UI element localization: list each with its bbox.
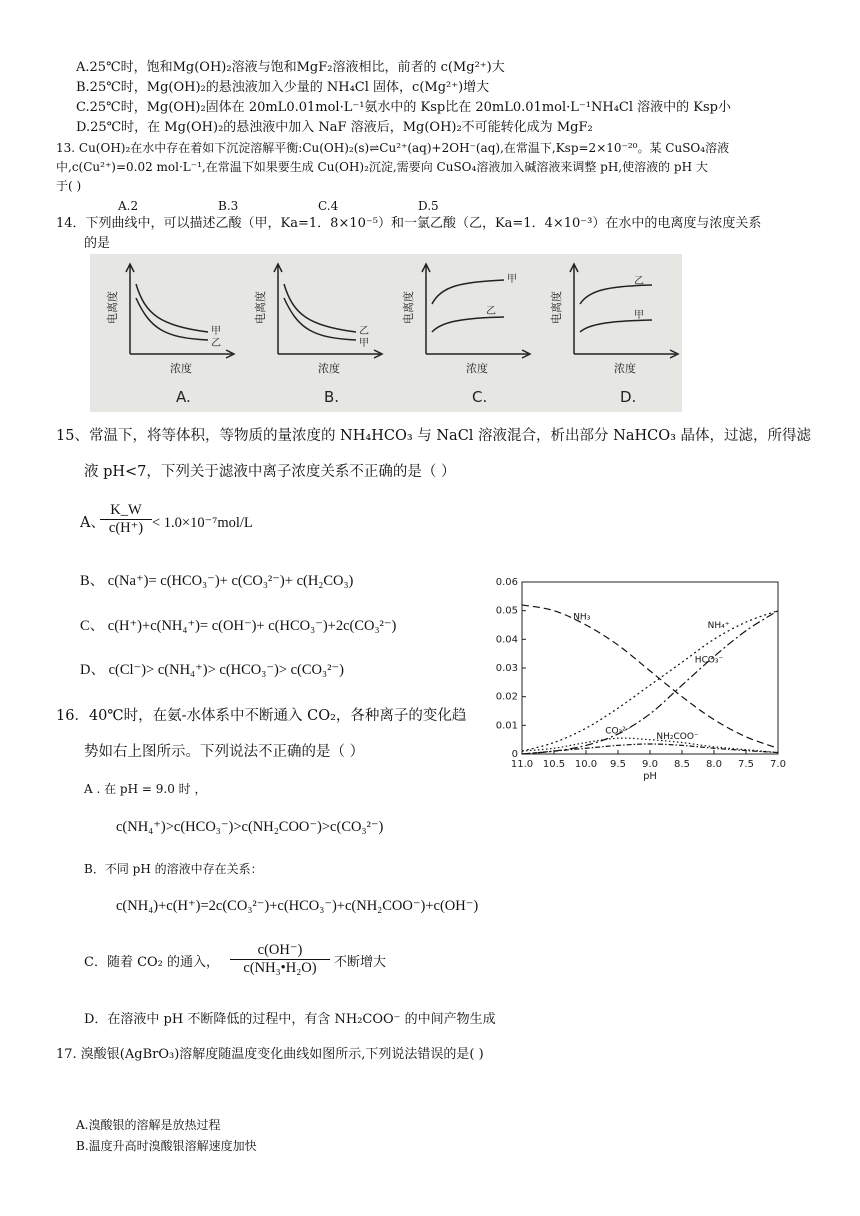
- x-axis-label: pH: [643, 771, 657, 782]
- panel-c-jia: 甲: [507, 274, 517, 285]
- panel-d-xlabel: 浓度: [614, 362, 636, 375]
- q15-option-b: B、 c(Na⁺)= c(HCO₃⁻)+ c(CO₃²⁻)+ c(H₂CO₃): [80, 573, 354, 589]
- y-tick-label: 0: [511, 749, 518, 760]
- q15-option-a-rest: < 1.0×10⁻⁷mol/L: [152, 515, 253, 531]
- y-tick-label: 0.02: [495, 691, 518, 703]
- q16-option-d: D．在溶液中 pH 不断降低的过程中，有含 NH₂COO⁻ 的中间产物生成: [84, 1012, 496, 1027]
- x-tick-label: 7.0: [770, 759, 786, 770]
- q16-option-c-label: C．随着 CO₂ 的通入，: [84, 955, 220, 970]
- panel-a-ylabel: 电离度: [106, 291, 119, 324]
- q15-a-denominator: c(H⁺): [108, 520, 144, 536]
- series-label: NH₂COO⁻: [656, 732, 699, 743]
- panel-d-yi: 乙: [634, 276, 644, 287]
- q13-line2: 中,c(Cu²⁺)=0.02 mol·L⁻¹,在常温下如果要生成 Cu(OH)₂沉淀,需要向 CuSO₄溶液加入碱溶液来调整 pH,使溶液的 pH 大: [56, 160, 708, 174]
- panel-a: [90, 254, 238, 412]
- panel-d-jia: 甲: [634, 310, 644, 321]
- q13-line3: 于( ): [56, 179, 82, 193]
- q13-option-d: D.5: [418, 199, 439, 213]
- q13-option-a: A.2: [118, 199, 139, 213]
- panel-c: [386, 254, 534, 412]
- q16-option-a-head: A . 在 pH = 9.0 时 ，: [84, 782, 207, 796]
- panel-c-xlabel: 浓度: [466, 362, 488, 375]
- series-label: NH₃: [573, 612, 591, 623]
- panel-d: [534, 254, 682, 412]
- q15-option-a-label: A、: [80, 515, 105, 531]
- q12-option-a: A.25℃时，饱和Mg(OH)₂溶液与饱和MgF₂溶液相比，前者的 c(Mg²⁺)大: [76, 60, 505, 75]
- q16-option-c-rest: 不断增大: [334, 955, 387, 970]
- series-line: [522, 611, 778, 754]
- q15-a-numerator: K_W: [100, 502, 152, 520]
- panel-d-label: D.: [620, 388, 637, 406]
- panel-a-jia: 甲: [211, 326, 221, 337]
- series-label: NH₄⁺: [707, 620, 730, 631]
- x-tick-label: 9.0: [642, 759, 658, 770]
- panel-b-ylabel: 电离度: [254, 291, 267, 324]
- panel-a-label: A.: [176, 388, 191, 406]
- q17-option-b: B.温度升高时溴酸银溶解速度加快: [76, 1139, 257, 1153]
- panel-a-yi: 乙: [211, 338, 221, 349]
- q16-c-denominator: c(NH₃•H₂O): [243, 960, 317, 976]
- series-line: [522, 605, 778, 748]
- y-tick-label: 0.03: [495, 663, 518, 674]
- q16-option-b-head: B．不同 pH 的溶液中存在关系：: [84, 862, 263, 876]
- y-tick-label: 0.01: [495, 720, 518, 732]
- panel-b-yi: 乙: [359, 326, 369, 337]
- panel-b-xlabel: 浓度: [318, 362, 340, 375]
- panel-b-label: B.: [324, 388, 340, 406]
- q16-c-numerator: c(OH⁻): [230, 942, 330, 960]
- panel-a-xlabel: 浓度: [170, 362, 192, 375]
- q15-option-c: C、 c(H⁺)+c(NH₄⁺)= c(OH⁻)+ c(HCO₃⁻)+2c(CO₃²⁻): [80, 618, 397, 634]
- x-tick-label: 11.0: [510, 759, 534, 770]
- x-tick-label: 7.5: [738, 759, 754, 770]
- q13-option-b: B.3: [218, 199, 239, 213]
- q13-line1: 13. Cu(OH)₂在水中存在着如下沉淀溶解平衡:Cu(OH)₂(s)⇌Cu²⁺(aq)+2OH⁻(aq),在常温下,Ksp=2×10⁻²⁰。某 CuSO₄溶液: [56, 141, 730, 155]
- q16-line1: 16．40℃时，在氨-水体系中不断通入 CO₂，各种离子的变化趋: [56, 708, 467, 724]
- panel-b: [238, 254, 386, 412]
- q12-option-d: D.25℃时，在 Mg(OH)₂的悬浊液中加入 NaF 溶液后，Mg(OH)₂不可能转化成为 MgF₂: [76, 120, 593, 135]
- x-tick-label: 10.5: [542, 759, 566, 770]
- series-label: HCO₃⁻: [694, 655, 724, 666]
- species-distribution-chart: [490, 572, 790, 812]
- q15-line2: 液 pH<7，下列关于滤液中离子浓度关系不正确的是（ ）: [84, 464, 456, 480]
- x-tick-label: 8.5: [674, 759, 690, 770]
- panel-c-label: C.: [472, 388, 488, 406]
- panel-c-yi: 乙: [486, 306, 496, 317]
- q12-option-c: C.25℃时，Mg(OH)₂固体在 20mL0.01mol·L⁻¹氨水中的 Ksp比在 20mL0.01mol·L⁻¹NH₄Cl 溶液中的 Ksp小: [76, 100, 731, 115]
- q16-option-b-expr: c(NH₄)+c(H⁺)=2c(CO₃²⁻)+c(HCO₃⁻)+c(NH₂COO⁻)+c(OH⁻): [116, 898, 479, 914]
- q16-line2: 势如右上图所示。下列说法不正确的是（ ）: [84, 744, 365, 760]
- q14-line1: 14．下列曲线中，可以描述乙酸（甲，Ka=1．8×10⁻⁵）和一氯乙酸（乙，Ka=1．4×10⁻³）在水中的电离度与浓度关系: [56, 216, 762, 231]
- q17-line1: 17. 溴酸银(AgBrO₃)溶解度随温度变化曲线如图所示,下列说法错误的是( ): [56, 1047, 484, 1062]
- q17-option-a: A.溴酸银的溶解是放热过程: [76, 1118, 221, 1132]
- series-line: [522, 611, 778, 751]
- y-tick-label: 0.06: [495, 577, 518, 588]
- q16-option-c-fraction: [230, 942, 330, 977]
- q15-option-a-fraction: [100, 502, 152, 537]
- y-tick-label: 0.05: [495, 605, 518, 617]
- x-tick-label: 8.0: [706, 759, 722, 770]
- x-tick-label: 10.0: [574, 759, 598, 770]
- q15-line1: 15、常温下，将等体积，等物质的量浓度的 NH₄HCO₃ 与 NaCl 溶液混合，析出部分 NaHCO₃ 晶体，过滤，所得滤: [56, 428, 812, 444]
- panel-c-ylabel: 电离度: [402, 291, 415, 324]
- q12-option-b: B.25℃时，Mg(OH)₂的悬浊液加入少量的 NH₄Cl 固体，c(Mg²⁺)增大: [76, 80, 490, 95]
- q16-option-a-expr: c(NH₄⁺)>c(HCO₃⁻)>c(NH₂COO⁻)>c(CO₃²⁻): [116, 819, 384, 835]
- ionization-curve-figure: [90, 254, 682, 412]
- y-tick-label: 0.04: [495, 634, 518, 646]
- x-tick-label: 9.5: [610, 759, 626, 770]
- q13-option-c: C.4: [318, 199, 339, 213]
- chart-lines: [522, 605, 778, 754]
- q14-line2: 的是: [84, 236, 111, 251]
- q15-option-d: D、 c(Cl⁻)> c(NH₄⁺)> c(HCO₃⁻)> c(CO₃²⁻): [80, 662, 344, 678]
- panel-d-ylabel: 电离度: [550, 291, 563, 324]
- plot-frame: [522, 582, 778, 754]
- panel-b-jia: 甲: [359, 338, 369, 349]
- series-label: CO₃²⁻: [605, 726, 631, 737]
